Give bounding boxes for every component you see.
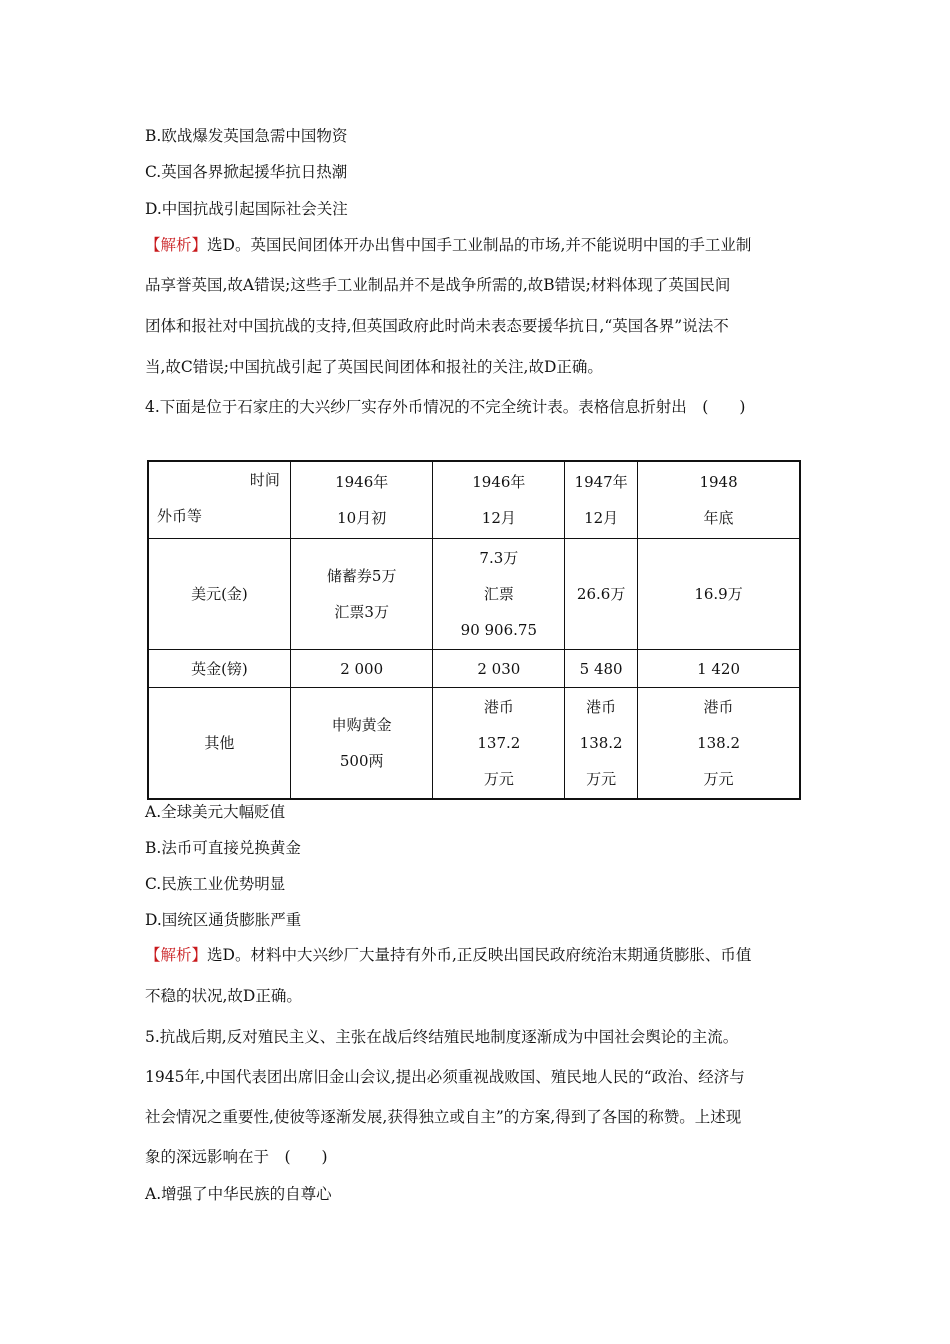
table-header-row xyxy=(148,461,800,539)
corner-currency-label: 外币等 xyxy=(157,507,203,525)
q3-analysis-line-2: 品享誉英国,故A错误;这些手工业制品并不是战争所需的,故B错误;材料体现了英国民间 xyxy=(145,276,731,294)
q4-stem: 4.下面是位于石家庄的大兴纱厂实存外币情况的不完全统计表。表格信息折射出 ( ) xyxy=(145,398,746,416)
row-label: 其他 xyxy=(148,688,290,799)
analysis-tag: 【解析】 xyxy=(145,236,208,254)
table-cell: 港币 138.2 万元 xyxy=(638,688,800,799)
q3-analysis-line-1 xyxy=(145,235,751,255)
q3-analysis-line-4: 当,故C错误;中国抗战引起了英国民间团体和报社的关注,故D正确。 xyxy=(145,358,603,376)
header-cell: 1946年 10月初 xyxy=(290,461,433,539)
q3-option-d: D.中国抗战引起国际社会关注 xyxy=(145,200,348,218)
foreign-currency-table xyxy=(147,460,801,800)
table-cell: 港币 137.2 万元 xyxy=(433,688,565,799)
q3-option-c: C.英国各界掀起援华抗日热潮 xyxy=(145,163,348,181)
row-label: 英金(镑) xyxy=(148,650,290,688)
q4-analysis-text: 选D。材料中大兴纱厂大量持有外币,正反映出国民政府统治末期通货膨胀、币值 xyxy=(207,946,752,964)
corner-time-label: 时间 xyxy=(249,471,280,489)
q4-option-a: A.全球美元大幅贬值 xyxy=(145,803,286,821)
q5-stem-line-3: 社会情况之重要性,使彼等逐渐发展,获得独立或自主”的方案,得到了各国的称赞。上述现 xyxy=(145,1108,742,1126)
table-cell: 申购黄金 500两 xyxy=(290,688,433,799)
q5-stem-line-1: 5.抗战后期,反对殖民主义、主张在战后终结殖民地制度逐渐成为中国社会舆论的主流。 xyxy=(145,1028,739,1046)
table-row xyxy=(148,688,800,799)
q4-option-b: B.法币可直接兑换黄金 xyxy=(145,839,301,857)
table-cell: 16.9万 xyxy=(638,539,800,650)
q5-stem-line-4: 象的深远影响在于 ( ) xyxy=(145,1148,328,1166)
q4-analysis-line-2: 不稳的状况,故D正确。 xyxy=(145,987,302,1005)
table-row xyxy=(148,650,800,688)
q4-analysis-line-1 xyxy=(145,945,751,965)
header-cell: 1948 年底 xyxy=(638,461,800,539)
table-corner-cell xyxy=(148,461,290,539)
q5-option-a: A.增强了中华民族的自尊心 xyxy=(145,1185,332,1203)
analysis-tag: 【解析】 xyxy=(145,946,208,964)
q5-stem-line-2: 1945年,中国代表团出席旧金山会议,提出必须重视战败国、殖民地人民的“政治、经济与 xyxy=(145,1068,745,1086)
table-cell: 1 420 xyxy=(638,650,800,688)
q4-option-d: D.国统区通货膨胀严重 xyxy=(145,911,302,929)
table-cell: 2 000 xyxy=(290,650,433,688)
table-row xyxy=(148,539,800,650)
table-cell: 5 480 xyxy=(565,650,638,688)
table-cell: 2 030 xyxy=(433,650,565,688)
header-cell: 1947年 12月 xyxy=(565,461,638,539)
header-cell: 1946年 12月 xyxy=(433,461,565,539)
row-label: 美元(金) xyxy=(148,539,290,650)
table-cell: 储蓄券5万 汇票3万 xyxy=(290,539,433,650)
table-cell: 港币 138.2 万元 xyxy=(565,688,638,799)
table-cell: 26.6万 xyxy=(565,539,638,650)
q3-analysis-line-3: 团体和报社对中国抗战的支持,但英国政府此时尚未表态要援华抗日,“英国各界”说法不 xyxy=(145,317,729,335)
table-cell: 7.3万 汇票 90 906.75 xyxy=(433,539,565,650)
q3-option-b: B.欧战爆发英国急需中国物资 xyxy=(145,127,348,145)
q3-analysis-text: 选D。英国民间团体开办出售中国手工业制品的市场,并不能说明中国的手工业制 xyxy=(207,236,752,254)
q4-option-c: C.民族工业优势明显 xyxy=(145,875,286,893)
